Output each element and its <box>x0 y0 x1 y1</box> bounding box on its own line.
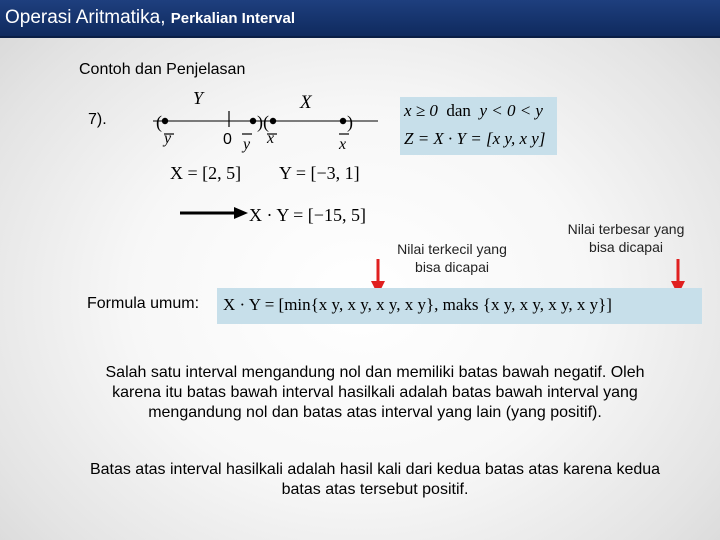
title-main: Operasi Aritmatika, <box>5 7 166 28</box>
explanation-paragraph-2: Batas atas interval hasilkali adalah hasil kali dari kedua batas atas karena kedua batas atas tersebut positif. <box>89 461 661 498</box>
x-interval-text: X = [2, 5] <box>170 163 242 183</box>
endpoint-label-y-upper: y <box>243 136 251 153</box>
y-close-bracket: ) <box>257 112 263 132</box>
explanation-paragraph-1: Salah satu interval mengandung nol dan memiliki batas bawah negatif. Oleh karena itu batas bawah interval hasilkali adalah batas bawah interval yang mengandung nol dan batas atas interval yang lain (yang positif). <box>105 364 645 421</box>
formula-box <box>217 288 702 324</box>
slide-title <box>5 7 295 29</box>
result-arrow-head <box>234 207 248 219</box>
endpoint-label-x-lower: x <box>267 130 275 147</box>
label-x-interval: X <box>300 92 312 113</box>
result-arrow <box>178 205 250 221</box>
product-result: X · Y = [−15, 5] <box>249 205 366 225</box>
label-y-interval: Y <box>193 88 204 108</box>
endpoint-label-x-upper: x <box>339 136 347 153</box>
formula-label: Formula umum: <box>87 295 200 312</box>
condition-x-nonneg: x ≥ 0 <box>404 101 438 120</box>
x-close-bracket: ) <box>347 112 353 132</box>
condition-y-contains-zero: y < 0 < y <box>479 101 543 120</box>
condition-and: dan <box>446 101 471 120</box>
condition-line-1 <box>404 101 543 121</box>
conditions-box <box>400 97 557 155</box>
y-interval-text: Y = [−3, 1] <box>279 163 360 183</box>
title-subtitle: Perkalian Interval <box>170 10 296 27</box>
x-upper-point <box>340 118 346 124</box>
example-number: 7). <box>88 111 107 128</box>
y-open-bracket: ( <box>156 112 162 132</box>
x-open-bracket: ( <box>263 112 269 132</box>
y-upper-point <box>250 118 256 124</box>
zero-label: 0 <box>223 131 232 148</box>
section-heading: Contoh dan Penjelasan <box>79 61 246 78</box>
title-bar <box>0 0 720 38</box>
largest-value-note: Nilai terbesar yang bisa dicapai <box>567 221 685 255</box>
formula-expression: X · Y = [min{x y, x y, x y, x y}, maks {x y, x y, x y, x y}] <box>223 295 612 314</box>
smallest-value-note: Nilai terkecil yang bisa dicapai <box>397 241 507 275</box>
x-lower-point <box>270 118 276 124</box>
endpoint-label-y-lower: y <box>164 130 172 147</box>
y-lower-point <box>162 118 168 124</box>
condition-line-2: Z = X · Y = [x y, x y] <box>404 129 546 148</box>
